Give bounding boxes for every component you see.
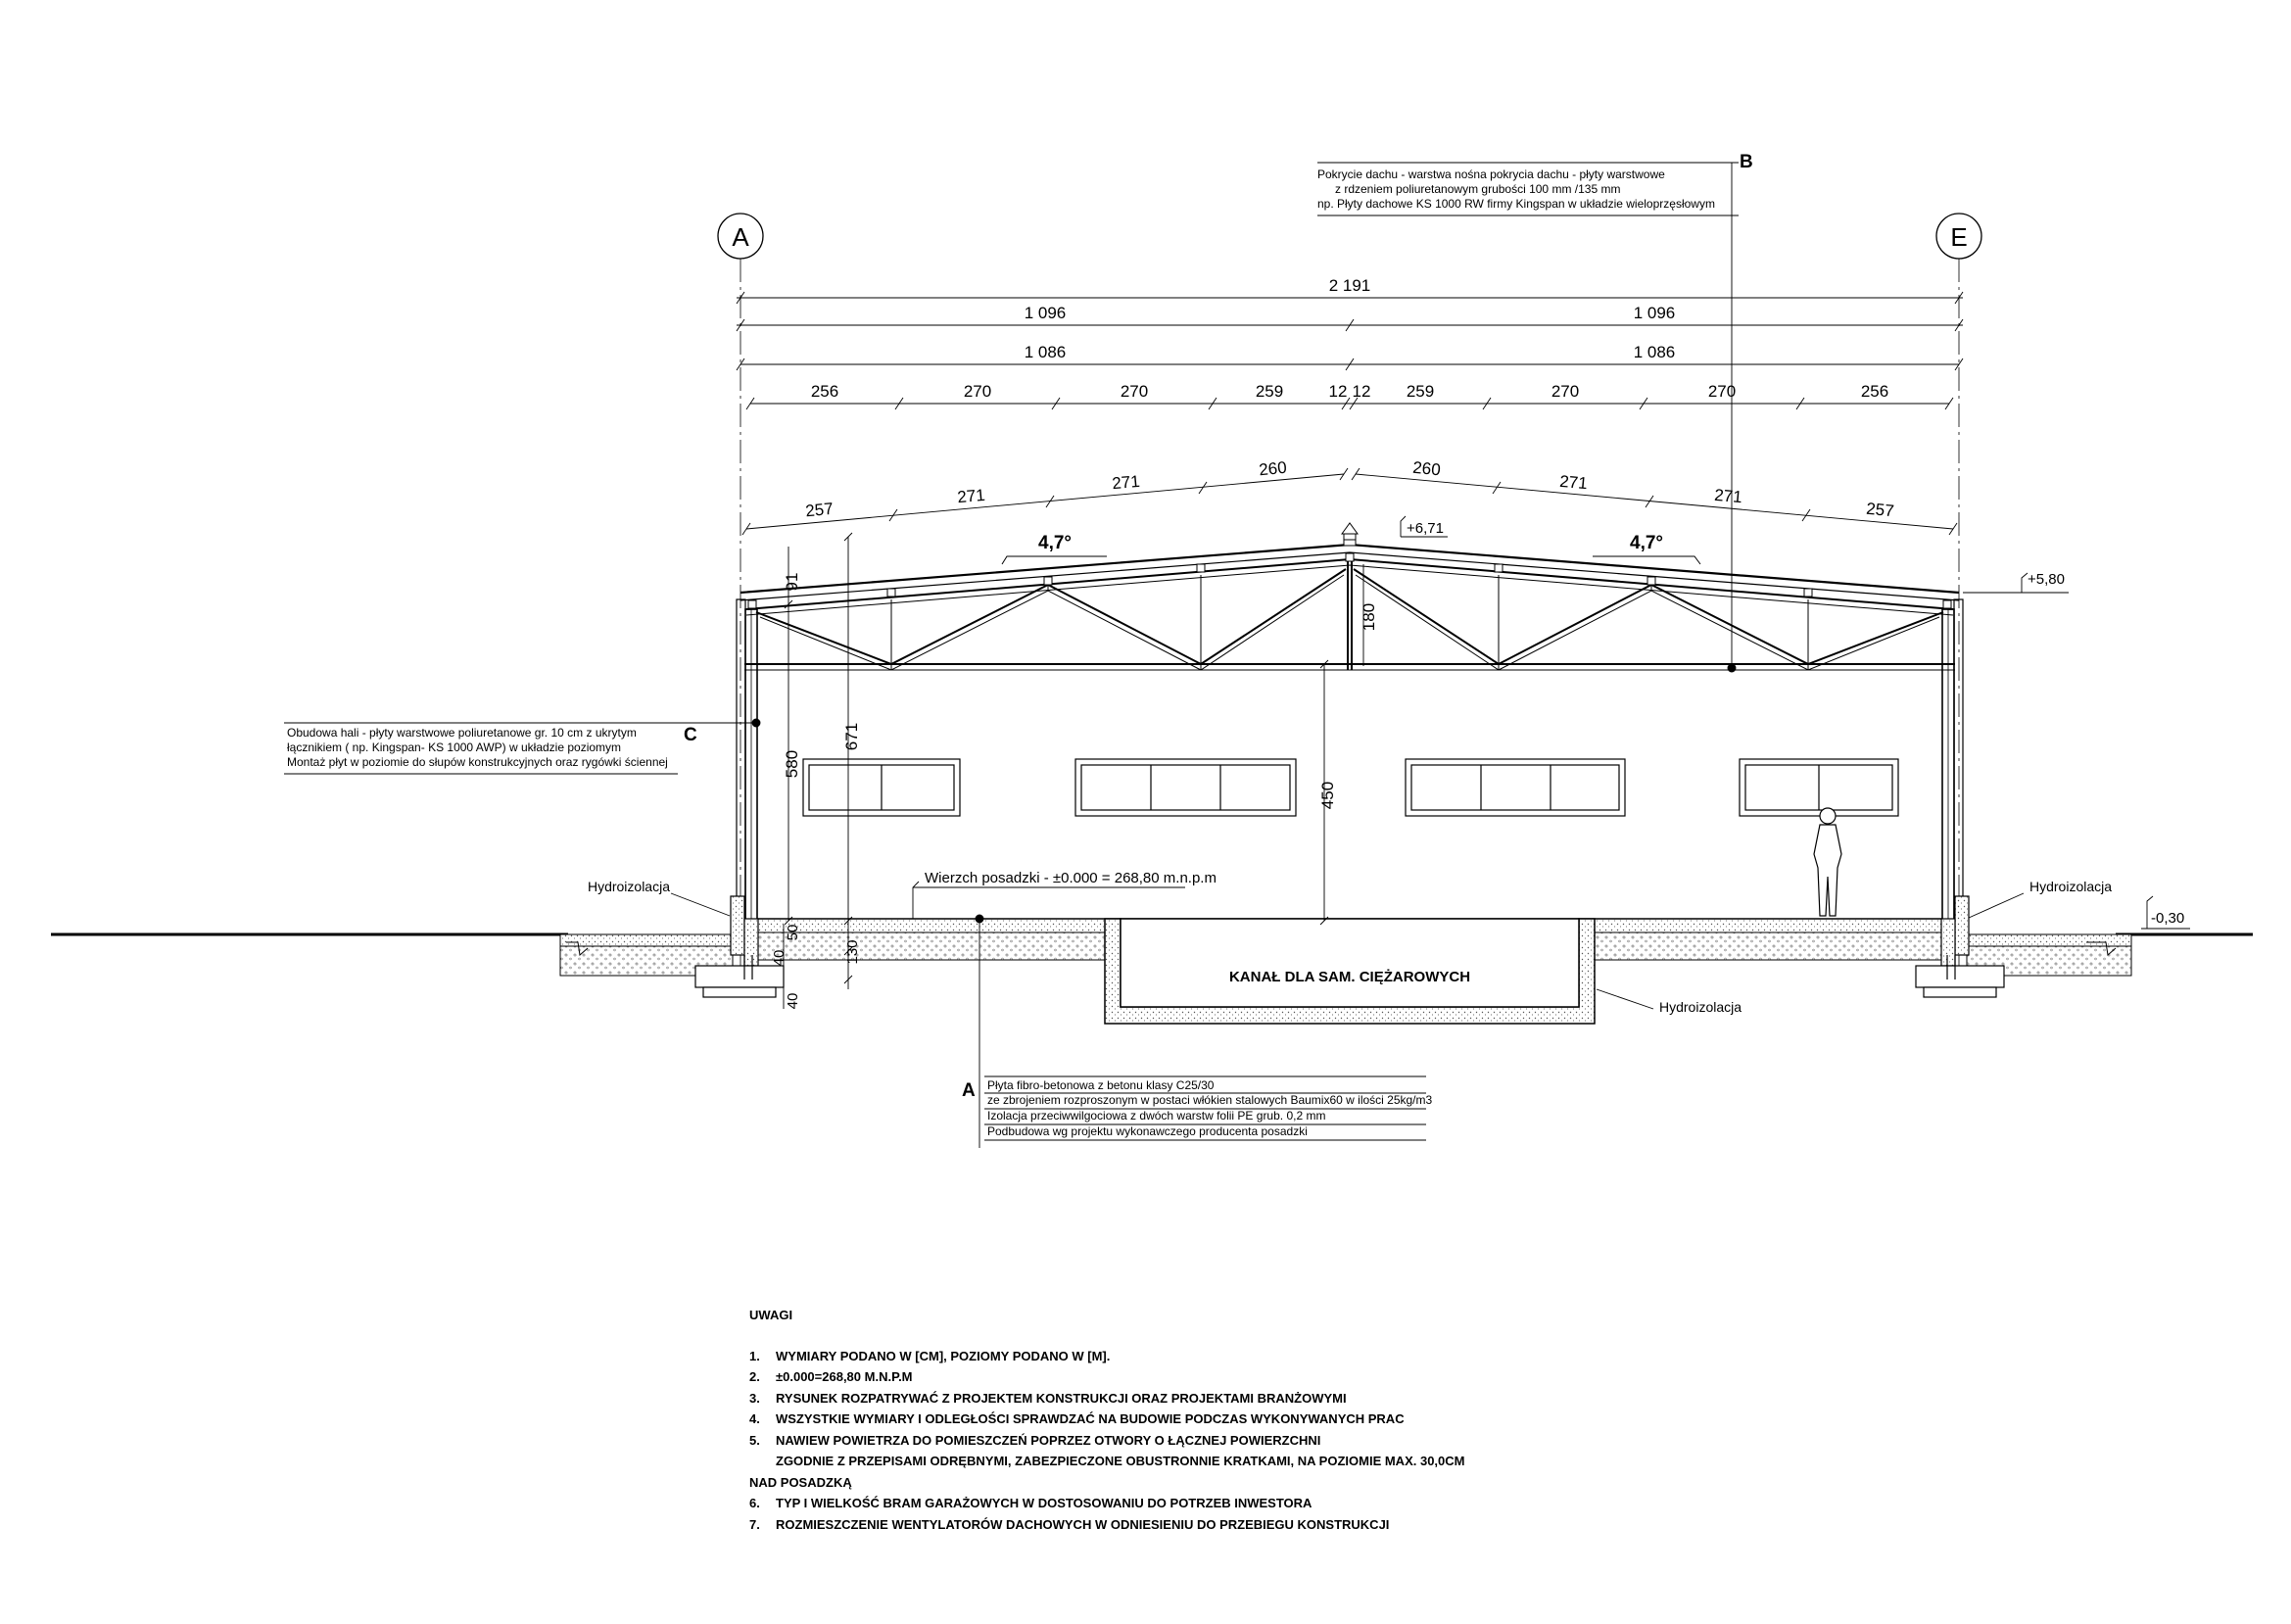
- floor-note-4: Podbudowa wg projektu wykonawczego producenta posadzki: [987, 1124, 1308, 1138]
- person-figure-icon: [1814, 808, 1841, 916]
- slope-left: [1002, 533, 1107, 564]
- level-ridge-label: +6,71: [1407, 520, 1444, 537]
- dimension-overall: [737, 276, 1963, 304]
- note-item-6: 6. TYP I WIELKOŚĆ BRAM GARAŻOWYCH W DOSTOSOWANIU DO POTRZEB INWESTORA: [749, 1496, 1313, 1510]
- hydro-channel-label: Hydroizolacja: [1659, 999, 1742, 1015]
- hydro-right: [1969, 879, 2112, 918]
- dim-v91: 91: [783, 572, 801, 592]
- note-item-4: 4. WSZYSTKIE WYMIARY I ODLEGŁOŚCI SPRAWDZAĆ NA BUDOWIE PODCZAS WYKONYWANYCH PRAC: [749, 1411, 1405, 1426]
- rafter-tick: [1199, 482, 1207, 494]
- rafter-dimension: 271: [956, 485, 986, 507]
- bay-dimension: 256: [810, 382, 839, 401]
- floor-note-3: Izolacja przeciwwilgociowa z dwóch warstw folii PE grub. 0,2 mm: [987, 1109, 1326, 1122]
- note-item-5: 5. NAWIEW POWIETRZA DO POMIESZCZEŃ POPRZEZ OTWORY O ŁĄCZNEJ POWIERZCHNI: [749, 1432, 1321, 1448]
- tag-b: B: [1740, 152, 1753, 172]
- wall-note-3: Montaż płyt w poziomie do słupów konstrukcyjnych oraz rygówki ściennej: [287, 755, 668, 769]
- note-item-5-cont2: NAD POSADZKĄ: [749, 1474, 852, 1490]
- dim-v671: 671: [842, 722, 861, 751]
- note-item-1: 1. WYMIARY PODANO W [CM], POZIOMY PODANO W [M].: [749, 1348, 1111, 1363]
- dim-v40a: 40: [771, 949, 788, 967]
- rafter-dimension: 260: [1258, 457, 1288, 480]
- dim-inner-left: 1 086: [1024, 343, 1067, 361]
- dim-v450: 450: [1318, 781, 1337, 810]
- dim-v50: 50: [785, 924, 801, 941]
- level-ground-label: -0,30: [2151, 910, 2185, 927]
- hydro-channel: [1597, 989, 1742, 1015]
- rafter-dimension: 271: [1111, 471, 1141, 494]
- dim-inner-right: 1 086: [1633, 343, 1676, 361]
- roof-note-1: Pokrycie dachu - warstwa nośna pokrycia dachu - płyty warstwowe: [1317, 167, 1665, 181]
- notes-title: UWAGI: [749, 1308, 793, 1322]
- level-ground: [2141, 896, 2190, 929]
- floor-note-1: Płyta fibro-betonowa z betonu klasy C25/30: [987, 1078, 1215, 1092]
- bay-dimension: 12: [1352, 382, 1371, 401]
- level-eaves: [1963, 571, 2069, 593]
- note-item-7: 7. ROZMIESZCZENIE WENTYLATORÓW DACHOWYCH W ODNIESIENIU DO PRZEBIEGU KONSTRUKCJI: [749, 1516, 1390, 1532]
- rafter-dimension: 271: [1713, 485, 1743, 507]
- window-4: [1740, 759, 1898, 816]
- rafter-dimension: 257: [804, 499, 835, 521]
- rafter-tick: [1493, 482, 1501, 494]
- rafter-dimension: 257: [1865, 499, 1895, 521]
- bay-dimension: 259: [1406, 382, 1435, 401]
- bay-dimension: 259: [1255, 382, 1284, 401]
- wall-left: [737, 599, 757, 925]
- slope-right: [1593, 533, 1700, 564]
- axis-a-label: A: [732, 222, 749, 252]
- callout-roof: [1317, 152, 1753, 672]
- dim-half-left: 1 096: [1024, 304, 1067, 322]
- dimension-halves: [737, 304, 1963, 331]
- note-item-2: 2. ±0.000=268,80 M.N.P.M: [749, 1369, 913, 1384]
- note-item-3: 3. RYSUNEK ROZPATRYWAĆ Z PROJEKTEM KONSTRUKCJI ORAZ PROJEKTAMI BRANŻOWYMI: [749, 1390, 1347, 1406]
- hydro-right-label: Hydroizolacja: [2029, 879, 2113, 894]
- window-3: [1406, 759, 1625, 816]
- window-1: [803, 759, 960, 816]
- tag-a: A: [962, 1080, 976, 1101]
- hydro-left-label: Hydroizolacja: [587, 879, 670, 894]
- hydro-left: [588, 879, 730, 916]
- bay-dimension: 270: [963, 382, 992, 401]
- dim-half-right: 1 096: [1633, 304, 1676, 322]
- level-floor: [913, 870, 1217, 919]
- bay-dimension: 270: [1551, 382, 1580, 401]
- level-ridge: [1401, 516, 1448, 537]
- bay-dimension: 270: [1120, 382, 1149, 401]
- note-item-5-cont: ZGODNIE Z PRZEPISAMI ODRĘBNYMI, ZABEZPIECZONE OBUSTRONNIE KRATKAMI, NA POZIOMIE MAX. 30,0CM: [776, 1454, 1465, 1468]
- dimension-inner-halves: [737, 343, 1963, 370]
- level-floor-label: Wierzch posadzki - ±0.000 = 268,80 m.n.p.m: [925, 870, 1217, 886]
- dim-v130: 130: [844, 939, 861, 965]
- axis-e-label: E: [1950, 222, 1968, 252]
- dim-v40b: 40: [785, 992, 801, 1010]
- dim-v580: 580: [783, 749, 801, 779]
- wall-note-1: Obudowa hali - płyty warstwowe poliuretanowe gr. 10 cm z ukrytym: [287, 726, 637, 740]
- dim-overall: 2 191: [1328, 276, 1371, 295]
- bay-dimension: 256: [1860, 382, 1889, 401]
- floor-note-2: ze zbrojeniem rozproszonym w postaci włókien stalowych Baumix60 w ilości 25kg/m3: [987, 1093, 1433, 1107]
- roof-structure: [740, 545, 1959, 670]
- truck-channel: [1105, 919, 1595, 1024]
- roof-note-3: np. Płyty dachowe KS 1000 RW firmy Kingspan w układzie wieloprzęsłowym: [1317, 197, 1715, 211]
- rafter-dimension: 271: [1558, 471, 1589, 494]
- window-2: [1075, 759, 1296, 816]
- slope-right-label: 4,7°: [1630, 533, 1664, 553]
- level-eaves-label: +5,80: [2028, 571, 2065, 588]
- bay-dimension: 12: [1328, 382, 1348, 401]
- roof-note-2: z rdzeniem poliuretanowym grubości 100 mm /135 mm: [1335, 182, 1621, 196]
- wall-note-2: łącznikiem ( np. Kingspan- KS 1000 AWP) w układzie poziomym: [287, 740, 622, 754]
- slope-left-label: 4,7°: [1038, 533, 1073, 553]
- channel-label: KANAŁ DLA SAM. CIĘŻAROWYCH: [1228, 969, 1471, 985]
- wall-right: [1942, 599, 1963, 925]
- rafter-dimension: 260: [1411, 457, 1442, 480]
- callout-wall: [284, 719, 760, 774]
- bay-dimension: 270: [1707, 382, 1737, 401]
- tag-c: C: [684, 725, 697, 745]
- roof-ventilator-icon: [1342, 523, 1358, 546]
- dimension-bays: [746, 382, 1953, 409]
- dim-v180: 180: [1360, 602, 1378, 632]
- notes-block: [749, 1305, 1631, 1535]
